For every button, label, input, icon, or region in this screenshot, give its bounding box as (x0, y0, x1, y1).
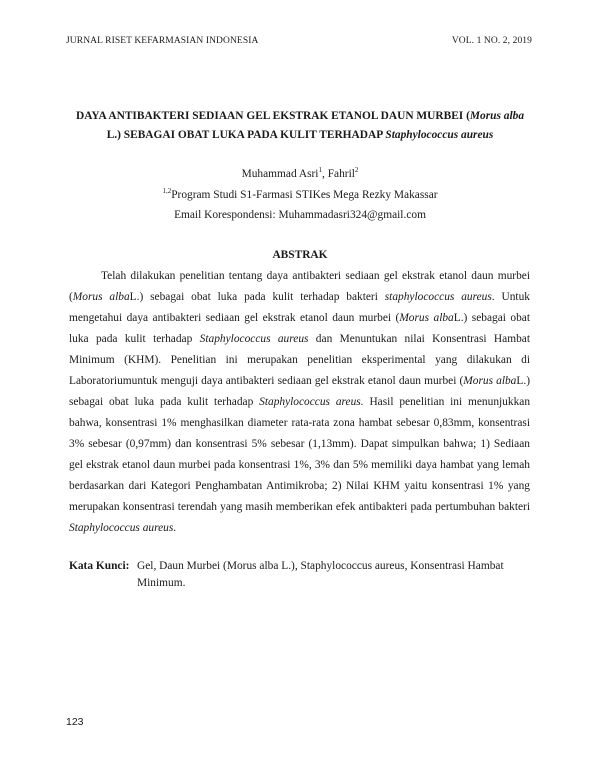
abstract-text: . Untuk mengetahui daya antibakteri sediaan gel ekstrak etanol daun murbei ( (69, 291, 530, 324)
abstract-text: . (173, 522, 177, 534)
abstract-text: Telah dilakukan penelitian tentang daya antibakteri sediaan gel ekstrak etanol daun murbei ( (69, 270, 530, 303)
abstract-italic: Staphylococcus areus. (259, 396, 364, 408)
affiliation (0, 189, 600, 201)
author-name: Muhammad Asri (241, 168, 319, 180)
author-name: Fahril (327, 168, 355, 180)
affiliation-mark: 1,2 (162, 187, 172, 195)
keywords-text: Gel, Daun Murbei (Morus alba L.), Staphylococcus aureus, Konsentrasi Hambat Minimum. (137, 560, 504, 589)
keywords (69, 558, 530, 592)
abstract-italic: Staphylococcus aureus (199, 333, 309, 345)
paper-title (68, 107, 532, 145)
title-species: Morus alba (469, 110, 525, 122)
abstract-italic: Staphylococcus aureus (69, 522, 174, 534)
author-affiliation-mark: 2 (354, 166, 359, 174)
title-text: DAYA ANTIBAKTERI SEDIAAN GEL EKSTRAK ETANOL DAUN MURBEI ( (75, 110, 470, 122)
abstract-text: L.) sebagai obat luka pada kulit terhadap bakteri (129, 291, 385, 303)
affiliation-text: Program Studi S1-Farmasi STIKes Mega Rezky Makassar (171, 189, 438, 201)
abstract-italic: Morus alba (72, 291, 130, 303)
author-separator: , (321, 168, 328, 180)
abstract-text: L.) sebagai obat luka pada kulit terhadap (69, 312, 530, 345)
abstract-italic: Morus alba (399, 312, 454, 324)
journal-name: JURNAL RISET KEFARMASIAN INDONESIA (66, 36, 259, 46)
volume-info: VOL. 1 NO. 2, 2019 (451, 36, 532, 46)
page-number: 123 (66, 716, 84, 728)
correspondence-email: Email Korespondensi: Muhammadasri324@gmail.com (174, 209, 426, 221)
author-list (0, 168, 600, 180)
abstract-italic: staphylococcus aureus (384, 291, 492, 303)
abstract-text: L.) sebagai obat luka pada kulit terhadap (69, 375, 530, 408)
abstract-text: dan Menuntukan nilai Konsentrasi Hambat Minimum (KHM). Penelitian ini merupakan penelitian eksperimental yang dilakukan di Laboratoriumuntuk menguji daya antibakteri sediaan gel ekstrak etanol daun murbei ( (69, 333, 530, 387)
abstract-heading: ABSTRAK (272, 249, 328, 261)
abstract-body (69, 266, 530, 539)
running-header (66, 36, 532, 50)
title-bacteria: Staphylococcus aureus (385, 129, 494, 141)
keywords-label: Kata Kunci: (69, 560, 130, 572)
title-text: L.) SEBAGAI OBAT LUKA PADA KULIT TERHADAP (106, 129, 386, 141)
author-affiliation-mark: 1 (318, 166, 322, 174)
abstract-italic: Morus alba (463, 375, 517, 387)
abstract-text: Hasil penelitian ini menunjukkan bahwa, konsentrasi 1% menghasilkan diameter rata-rata zona hambat sebesar 0,83mm, konsentrasi 3% sebesar (0,97mm) dan konsentrasi 5% sebesar (1,13mm). Dapat simpulkan bahwa; 1) Sediaan gel ekstrak etanol daun murbei pada konsentrasi 1%, 3% dan 5% memiliki daya hambat yang lemah berdasarkan dari Kategori Penghambatan Antimikroba; 2) Nilai KHM yaitu konsentrasi 1% yang merupakan konsentrasi terendah yang masih memberikan efek antibakteri pada pertumbuhan bakteri (69, 396, 531, 513)
